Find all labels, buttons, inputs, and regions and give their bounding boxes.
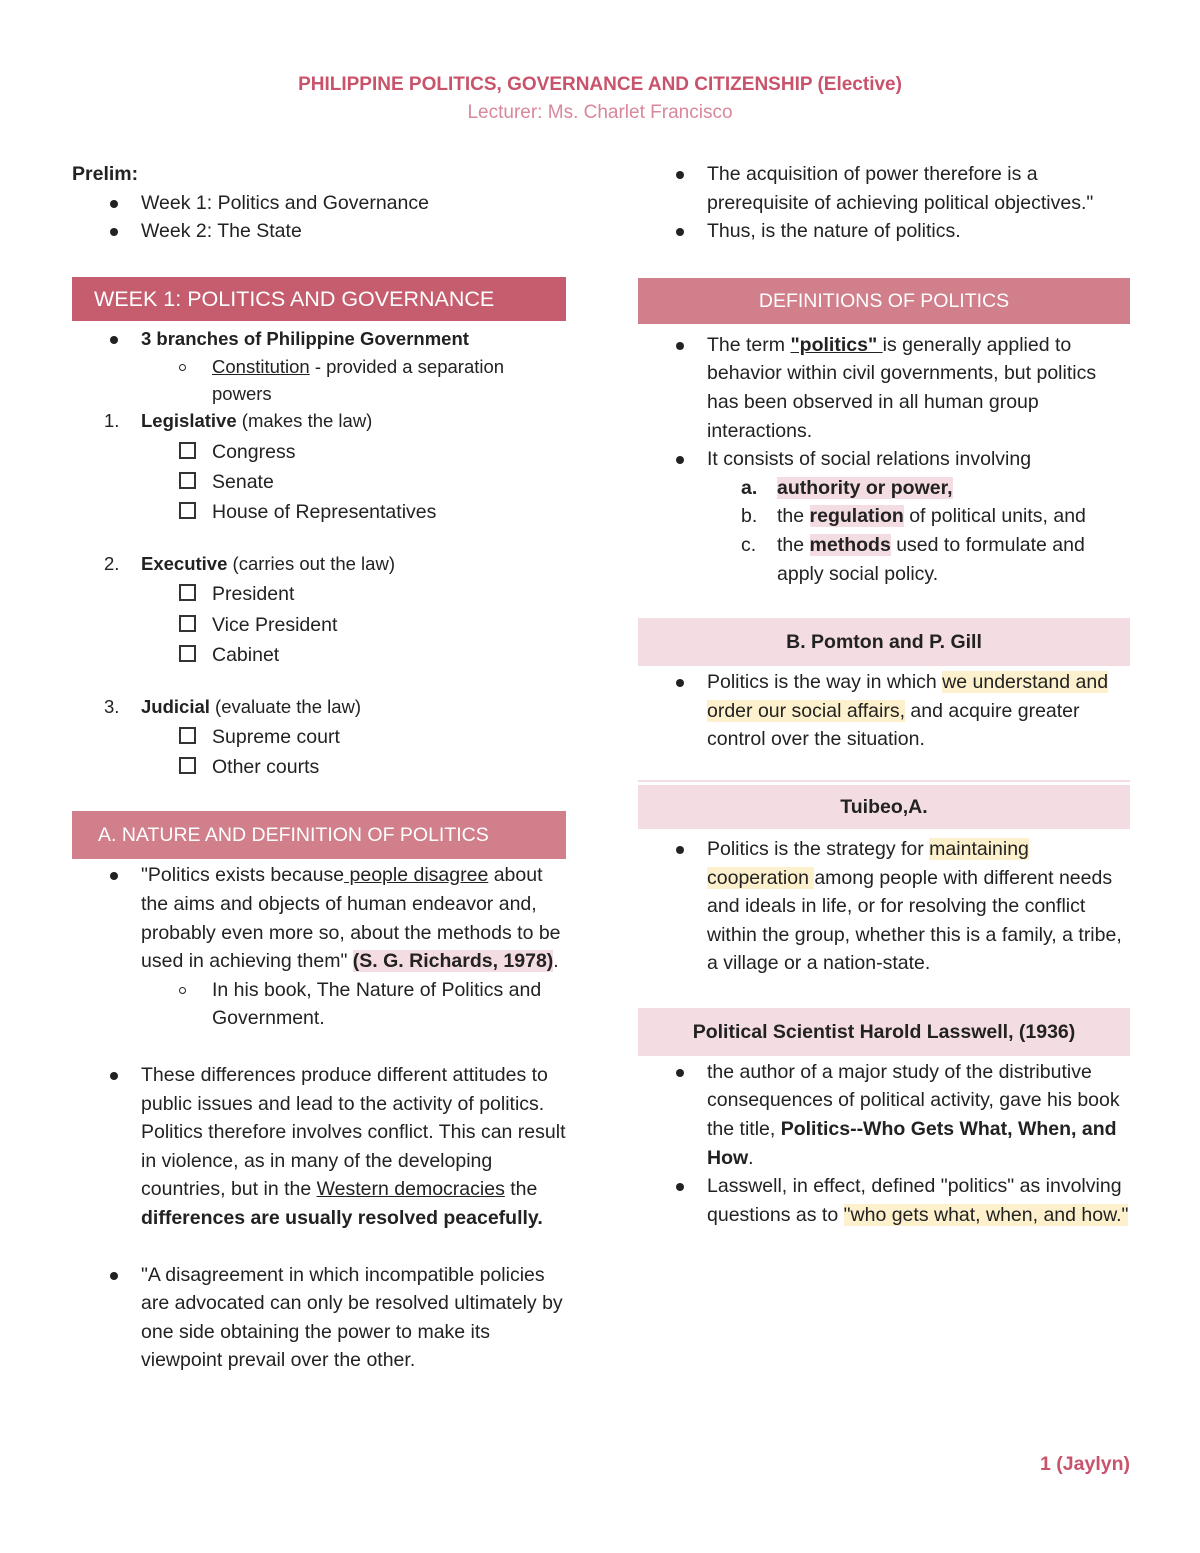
checklist-item: Supreme court: [72, 723, 566, 752]
checklist-item: Congress: [72, 438, 566, 467]
document-title: PHILIPPINE POLITICS, GOVERNANCE AND CITIZENSHIP (Elective): [298, 74, 902, 95]
branch-judicial: 3. Judicial (evaluate the law): [104, 695, 362, 717]
list-item: Politics is the strategy for maintaining cooperation among people with different needs and ideals in life, or for resolving the conflict within the group, whether this is a family, a tribe, a village or a nation-state.: [638, 835, 1130, 978]
list-item: "Politics exists because people disagree about the aims and objects of human endeavor and, probably even more so, about the methods to be used in achieving them" (S. G. Richards, 1978).: [72, 861, 566, 975]
section-heading-definitions: DEFINITIONS OF POLITICS: [638, 278, 1130, 324]
constitution-term: Constitution: [212, 356, 310, 378]
checkbox-icon[interactable]: [179, 615, 196, 632]
section-heading-tuibeo: Tuibeo,A.: [638, 785, 1130, 829]
list-item: The acquisition of power therefore is a prerequisite of achieving political objectives.": [638, 160, 1130, 217]
page-number: 1 (Jaylyn): [1040, 1453, 1130, 1475]
lecturer-line: Lecturer: Ms. Charlet Francisco: [467, 102, 733, 123]
section-heading-pomton: B. Pomton and P. Gill: [638, 618, 1130, 666]
checkbox-icon[interactable]: [179, 502, 196, 519]
checklist-item: Cabinet: [72, 641, 566, 670]
politics-term: "politics": [790, 333, 883, 356]
sub-item: a. authority or power,: [741, 476, 953, 499]
page-header: [0, 72, 1200, 128]
branch-executive: 2. Executive (carries out the law): [104, 553, 395, 575]
list-item: Lasswell, in effect, defined "politics" as involving questions as to "who gets what, when, and how.": [638, 1172, 1130, 1229]
section-heading-lasswell: Political Scientist Harold Lasswell, (1936): [638, 1008, 1130, 1056]
list-item: These differences produce different attitudes to public issues and lead to the activity of politics. Politics therefore involves conflict. This can result in violence, as in many of the developing countries, but in the Western democracies the differences are usually resolved peacefully.: [72, 1061, 566, 1233]
checklist-item: Senate: [72, 468, 566, 497]
list-item: Week 2: The State: [72, 217, 566, 246]
checklist-item: Vice President: [72, 611, 566, 640]
branches-title: 3 branches of Philippine Government: [72, 325, 566, 354]
checklist-item: House of Representatives: [72, 498, 566, 527]
list-item: Thus, is the nature of politics.: [638, 217, 1130, 246]
checklist-item: Other courts: [72, 753, 566, 782]
left-column: [72, 160, 566, 1375]
section-heading-nature: A. NATURE AND DEFINITION OF POLITICS: [72, 811, 566, 859]
checkbox-icon[interactable]: [179, 472, 196, 489]
list-item: the author of a major study of the distributive consequences of political activity, gave his book the title, Politics--Who Gets What, When, and How.: [638, 1058, 1130, 1172]
prelim-label: Prelim:: [72, 163, 139, 185]
list-item: In his book, The Nature of Politics and Government.: [72, 976, 566, 1033]
citation: (S. G. Richards, 1978): [352, 950, 554, 973]
list-item: Week 1: Politics and Governance: [72, 189, 566, 218]
checkbox-icon[interactable]: [179, 727, 196, 744]
right-column: [638, 160, 1130, 1229]
checkbox-icon[interactable]: [179, 757, 196, 774]
list-item: "A disagreement in which incompatible policies are advocated can only be resolved ultimately by one side obtaining the power to make its viewpoint prevail over the other.: [72, 1261, 566, 1375]
list-item: The term "politics" is generally applied to behavior within civil governments, but politics has been observed in all human group interactions.: [638, 331, 1130, 445]
checkbox-icon[interactable]: [179, 442, 196, 459]
branch-legislative: 1. Legislative (makes the law): [104, 410, 373, 432]
section-heading-week1: WEEK 1: POLITICS AND GOVERNANCE: [72, 277, 566, 321]
sub-item: b. the regulation of political units, and: [741, 505, 1086, 528]
checkbox-icon[interactable]: [179, 645, 196, 662]
constitution-note: Constitution - provided a separation powers: [72, 353, 566, 407]
prelim-list: [72, 189, 566, 246]
list-item: Politics is the way in which we understand and order our social affairs, and acquire greater control over the situation.: [638, 668, 1130, 754]
checklist-item: President: [72, 580, 566, 609]
list-item: It consists of social relations involving: [638, 445, 1130, 474]
sub-item: c. the methods used to formulate and apply social policy.: [741, 533, 1085, 585]
checkbox-icon[interactable]: [179, 584, 196, 601]
